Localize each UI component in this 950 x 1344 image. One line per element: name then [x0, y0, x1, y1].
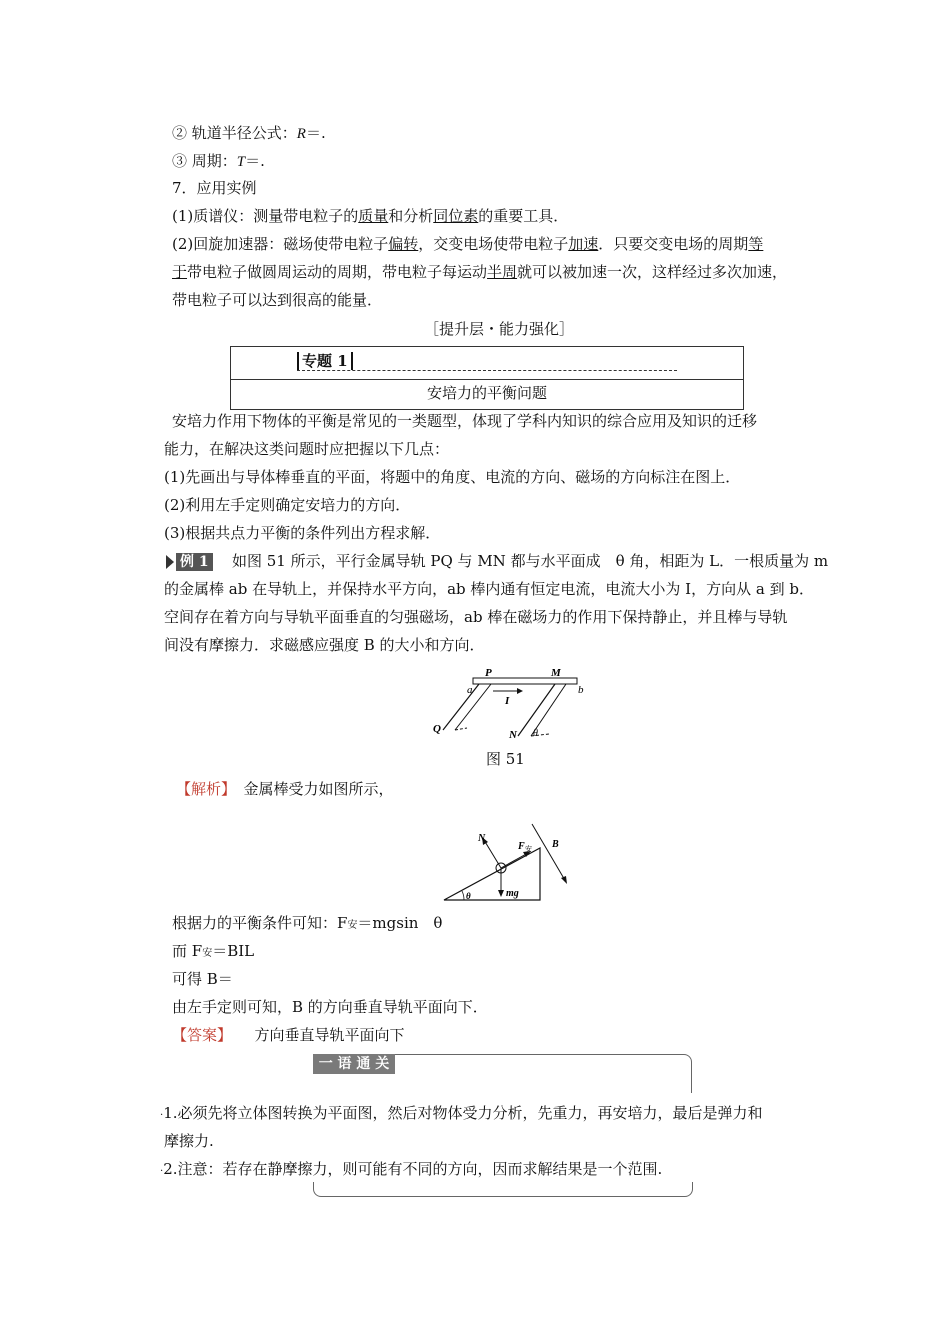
analysis-text: 金属棒受力如图所示，	[243, 780, 394, 798]
text: 和分析	[388, 207, 434, 225]
text: 带电粒子做圆周运动的周期，带电粒子每运动	[187, 263, 488, 281]
underlined: 偏转	[388, 235, 419, 253]
label-b: B	[552, 839, 559, 850]
label-m: M	[551, 667, 561, 679]
text: (1)质谱仪：测量带电粒子的	[172, 207, 359, 225]
label-n: N	[478, 833, 486, 844]
label-mg: mg	[506, 888, 519, 899]
intro-line-1: 安培力作用下物体的平衡是常见的一类题型，体现了学科内知识的综合应用及知识的迁移	[172, 412, 758, 430]
example-line-2: 的金属棒 ab 在导轨上，并保持水平方向，ab 棒内通有恒定电流，电流大小为 I，方向从 a 到 b．	[164, 580, 814, 598]
topic-title: 安培力的平衡问题	[426, 384, 547, 402]
answer-line	[172, 1024, 405, 1046]
underlined: 质量	[358, 207, 389, 225]
normal-force-line	[484, 840, 501, 868]
bullet: .	[160, 1163, 164, 1174]
ampere-force-line	[501, 853, 528, 868]
text: ，交变电场使带电粒子	[418, 235, 569, 253]
subscript: 安	[347, 920, 358, 931]
intro-line-2: 能力，在解决这类问题时应把握以下几点：	[164, 440, 450, 458]
label-f-sub: 安	[525, 845, 532, 853]
equation-1	[172, 912, 442, 937]
text: 而 F	[172, 942, 203, 960]
label-f: F	[518, 841, 525, 852]
text: ＝BIL	[212, 942, 255, 960]
example-label: 例 1	[176, 553, 213, 571]
label-theta: θ	[466, 891, 471, 901]
label-n: N	[509, 729, 517, 741]
underlined: 等	[748, 235, 764, 253]
topic-label: 专题 1	[297, 352, 353, 370]
text: 2.注意：若存在静摩擦力，则可能有不同的方向，因而求解结果是一个范围.	[163, 1160, 663, 1178]
text: 就可以被加速一次，这样经过多次加速，	[517, 263, 788, 281]
answer-tag: 【答案】	[172, 1026, 225, 1044]
text: ＝.	[245, 152, 265, 170]
equation-2	[172, 940, 254, 965]
heading-applications: 7．应用实例	[172, 179, 257, 197]
text: ② 轨道半径公式：	[172, 124, 297, 142]
figure-caption: 图 51	[486, 750, 525, 768]
summary-title: 一 语 通 关	[313, 1054, 395, 1074]
var: R	[296, 126, 306, 142]
var: T	[236, 154, 246, 170]
topic-box	[230, 346, 744, 410]
gravity-arrow-head	[498, 890, 504, 897]
theta-arc	[462, 891, 464, 900]
text: ．只要交变电场的周期	[598, 235, 749, 253]
underlined: 于	[172, 263, 188, 281]
arrow-head	[517, 688, 523, 694]
label-p: P	[485, 667, 492, 679]
bullet: .	[160, 1107, 164, 1118]
label-b: b	[578, 684, 584, 696]
underlined: 加速	[568, 235, 599, 253]
para-cyclotron-2	[172, 261, 787, 283]
summary-item-1b: 摩擦力.	[164, 1132, 214, 1150]
intro-step-1: (1)先画出与导体棒垂直的平面，将题中的角度、电流的方向、磁场的方向标注在图上．	[164, 468, 741, 486]
example-line-3: 空间存在着方向与导轨平面垂直的匀强磁场，ab 棒在磁场力的作用下保持静止，并且棒与导轨	[164, 608, 788, 626]
triangle-icon	[166, 555, 174, 569]
analysis-line	[176, 778, 394, 800]
para-cyclotron-1	[172, 233, 763, 255]
text: 的重要工具．	[478, 207, 569, 225]
para-mass-spectrometer	[172, 205, 568, 227]
intro-step-2: (2)利用左手定则确定安培力的方向．	[164, 496, 411, 514]
label-a: a	[467, 684, 473, 696]
text: 根据力的平衡条件可知：F	[172, 914, 348, 932]
analysis-tag: 【解析】	[176, 780, 229, 798]
label-theta: θ	[533, 728, 538, 739]
intro-step-3: (3)根据共点力平衡的条件列出方程求解．	[164, 524, 441, 542]
underlined: 半周	[487, 263, 518, 281]
summary-item-1a	[160, 1102, 763, 1124]
text: (2)回旋加速器：磁场使带电粒子	[172, 235, 389, 253]
formula-radius	[172, 122, 326, 145]
equation-4: 由左手定则可知，B 的方向垂直导轨平面向下．	[172, 998, 488, 1016]
section-header: ［提升层・能力强化］	[424, 320, 575, 338]
example-badge	[166, 553, 213, 571]
text: ＝mgsin θ	[357, 914, 443, 932]
rail-figure	[425, 662, 585, 744]
text: ＝.	[305, 124, 326, 142]
topic-dash	[297, 370, 677, 371]
text: ③ 周期：	[172, 152, 237, 170]
example-line-4: 间没有摩擦力．求磁感应强度 B 的大小和方向．	[164, 636, 485, 654]
text: 1.必须先将立体图转换为平面图，然后对物体受力分析，先重力，再安培力，最后是弹力和	[163, 1104, 763, 1122]
field-line	[532, 824, 566, 882]
underlined: 同位素	[433, 207, 479, 225]
answer-text: 方向垂直导轨平面向下	[254, 1026, 405, 1044]
formula-period	[172, 150, 265, 173]
equation-3: 可得 B＝	[172, 970, 233, 988]
label-q: Q	[433, 723, 441, 735]
summary-bottom-border	[313, 1182, 693, 1197]
force-diagram	[440, 820, 580, 906]
label-i: I	[505, 695, 510, 707]
para-cyclotron-3: 带电粒子可以达到很高的能量．	[172, 291, 383, 309]
field-arrow-head	[561, 876, 567, 884]
summary-item-2	[160, 1158, 662, 1180]
subscript: 安	[202, 948, 213, 959]
example-line-1: 如图 51 所示，平行金属导轨 PQ 与 MN 都与水平面成 θ 角，相距为 L．一根质量为 m	[232, 552, 829, 570]
